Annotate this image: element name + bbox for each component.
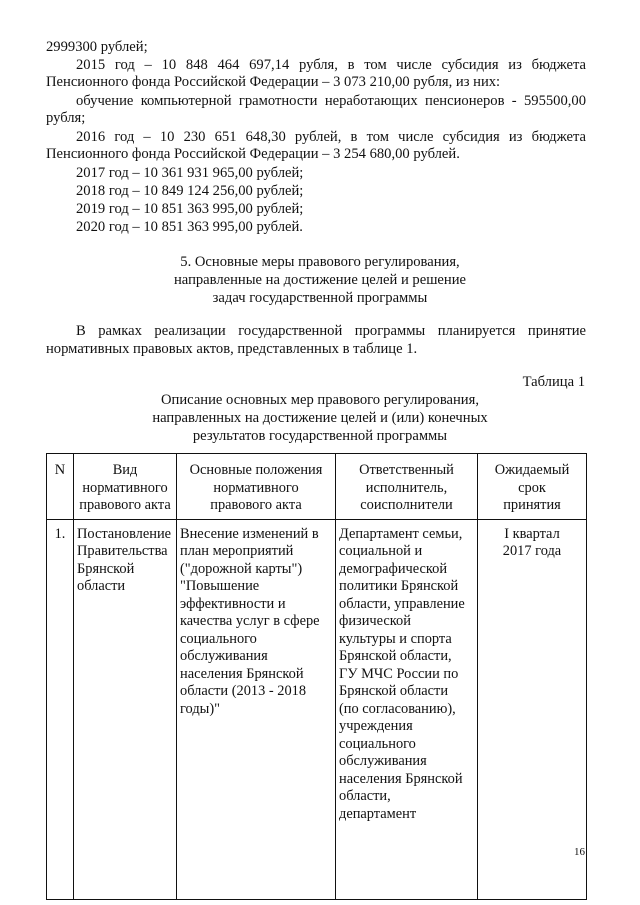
budget-line: 2020 год – 10 851 363 995,00 рублей. (76, 219, 303, 235)
table-caption: результатов государственной программы (192, 428, 448, 444)
budget-line: 2017 год – 10 361 931 965,00 рублей; (76, 165, 304, 181)
cell-number: 1. (47, 519, 74, 899)
cell-executor: Департамент семьи, социальной и демографической политики Брянской области, управление физической культуры и спорта Брянской области, ГУ МЧС России по Брянской области (по согласованию), учреждения социального обслуживания населения Брянской области, департамент (336, 519, 478, 899)
table-caption: Описание основных мер правового регулирования, (161, 392, 479, 408)
budget-line: Пенсионного фонда Российской Федерации – 3 254 680,00 рублей. (46, 146, 460, 162)
page-number: 16 (574, 846, 585, 858)
header-term: Ожидаемый срок принятия (478, 454, 587, 520)
table-label: Таблица 1 (522, 374, 585, 390)
cell-term: I квартал 2017 года (478, 519, 587, 899)
budget-line: 2999300 рублей; (46, 39, 148, 55)
budget-line: 2016 год – 10 230 651 648,30 рублей, в том числе субсидия из бюджета (76, 129, 586, 145)
cell-act-type: Постановление Правительства Брянской области (74, 519, 177, 899)
budget-line: обучение компьютерной грамотности неработающих пенсионеров - 595500,00 (76, 93, 586, 109)
budget-line: 2018 год – 10 849 124 256,00 рублей; (76, 183, 304, 199)
table-row (47, 519, 587, 899)
budget-line: 2015 год – 10 848 464 697,14 рубля, в том числе субсидия из бюджета (76, 57, 586, 73)
section-paragraph: нормативных правовых актов, представленных в таблице 1. (46, 341, 418, 357)
section-title: 5. Основные меры правового регулирования, (180, 254, 460, 270)
budget-line: рубля; (46, 110, 86, 126)
header-provisions: Основные положения нормативного правового акта (177, 454, 336, 520)
header-executor: Ответственный исполнитель, соисполнители (336, 454, 478, 520)
budget-line: 2019 год – 10 851 363 995,00 рублей; (76, 201, 304, 217)
table-caption: направленных на достижение целей и (или) конечных (152, 410, 488, 426)
budget-line: Пенсионного фонда Российской Федерации – 3 073 210,00 рубля, из них: (46, 74, 501, 90)
header-act-type: Вид нормативного правового акта (74, 454, 177, 520)
regulation-table (46, 453, 587, 900)
section-title: задач государственной программы (212, 290, 428, 306)
section-paragraph: В рамках реализации государственной программы планируется принятие (76, 323, 586, 339)
table-header-row (47, 454, 587, 520)
section-title: направленные на достижение целей и решение (173, 272, 467, 288)
header-number: N (47, 454, 74, 520)
cell-provisions: Внесение изменений в план мероприятий ("дорожной карты") "Повышение эффективности и качества услуг в сфере социального обслуживания населения Брянской области (2013 - 2018 годы)" (177, 519, 336, 899)
